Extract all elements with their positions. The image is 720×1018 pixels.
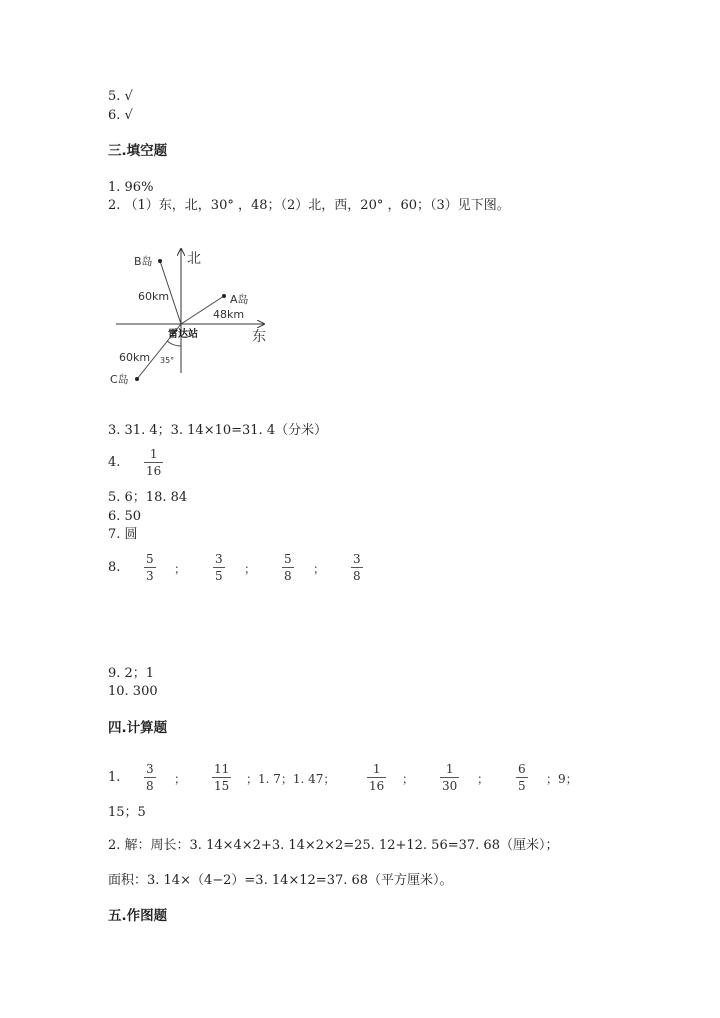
calc-mid-values: ；1. 7；1. 47； (246, 772, 336, 786)
calc-fraction-2: 11 15 (214, 762, 230, 793)
fill-answer-7: 7. 圆 (108, 527, 138, 542)
calc-end-values: ；9； (546, 772, 578, 786)
separator: ； (402, 772, 415, 786)
island-a-label: A岛 (230, 293, 249, 306)
point-b (158, 259, 162, 263)
north-label: 北 (187, 251, 201, 267)
calc-fraction-1: 3 8 (146, 762, 154, 793)
section-5-heading: 五.作图题 (108, 908, 168, 924)
calc-fraction-3: 1 16 (369, 762, 385, 793)
c-distance: 60km (119, 351, 151, 364)
calc-answer-2-line-2: 面积：3. 14×（4−2）=3. 14×12=37. 68（平方厘米）。 (108, 873, 453, 888)
point-a (222, 294, 226, 298)
separator: ； (477, 772, 490, 786)
separator: ； (313, 562, 326, 576)
fill-answer-8-fraction-2: 3 5 (215, 552, 223, 583)
fill-answer-8-fraction-3: 5 8 (284, 552, 292, 583)
fill-answer-10: 10. 300 (108, 684, 158, 699)
b-distance: 60km (138, 290, 170, 303)
radar-diagram (110, 245, 280, 395)
separator: ； (174, 562, 187, 576)
a-distance: 48km (213, 308, 245, 321)
calc-answer-1-num: 1. (108, 770, 121, 785)
section-4-heading: 四.计算题 (108, 720, 168, 736)
fill-answer-8-fraction-1: 5 3 (146, 552, 154, 583)
fill-answer-6: 6. 50 (108, 509, 142, 524)
section-3-heading: 三.填空题 (108, 143, 168, 159)
answer-5: 5. √ (108, 89, 133, 104)
calc-answer-2-line-1: 2. 解：周长：3. 14×4×2+3. 14×2×2=25. 12+12. 56=37. 68（厘米）； (108, 838, 559, 853)
angle-arc (167, 341, 181, 346)
fill-answer-3: 3. 31. 4；3. 14×10=31. 4（分米） (108, 423, 328, 438)
station-label: 雷达站 (168, 329, 198, 340)
c-angle: 35° (160, 356, 175, 365)
fill-answer-5: 5. 6；18. 84 (108, 490, 188, 505)
fill-answer-9: 9. 2；1 (108, 666, 155, 681)
calc-answer-1-tail: 15；5 (108, 805, 146, 820)
island-b-label: B岛 (134, 255, 153, 268)
fill-answer-2: 2. （1）东，北，30° ，48；（2）北，西，20° ，60；（3）见下图。 (108, 198, 510, 213)
calc-fraction-5: 6 5 (518, 762, 526, 793)
east-label: 东 (252, 329, 266, 345)
fill-answer-8-fraction-4: 3 8 (353, 552, 361, 583)
fill-answer-4-num: 4. (108, 455, 121, 470)
island-c-label: C岛 (110, 373, 129, 386)
fill-answer-4-fraction: 1 16 (146, 447, 162, 478)
separator: ； (244, 562, 257, 576)
fill-answer-8-num: 8. (108, 560, 121, 575)
point-c (135, 377, 139, 381)
separator: ； (174, 772, 187, 786)
answer-6: 6. √ (108, 108, 133, 123)
calc-fraction-4: 1 30 (442, 762, 458, 793)
fill-answer-1: 1. 96% (108, 180, 154, 195)
